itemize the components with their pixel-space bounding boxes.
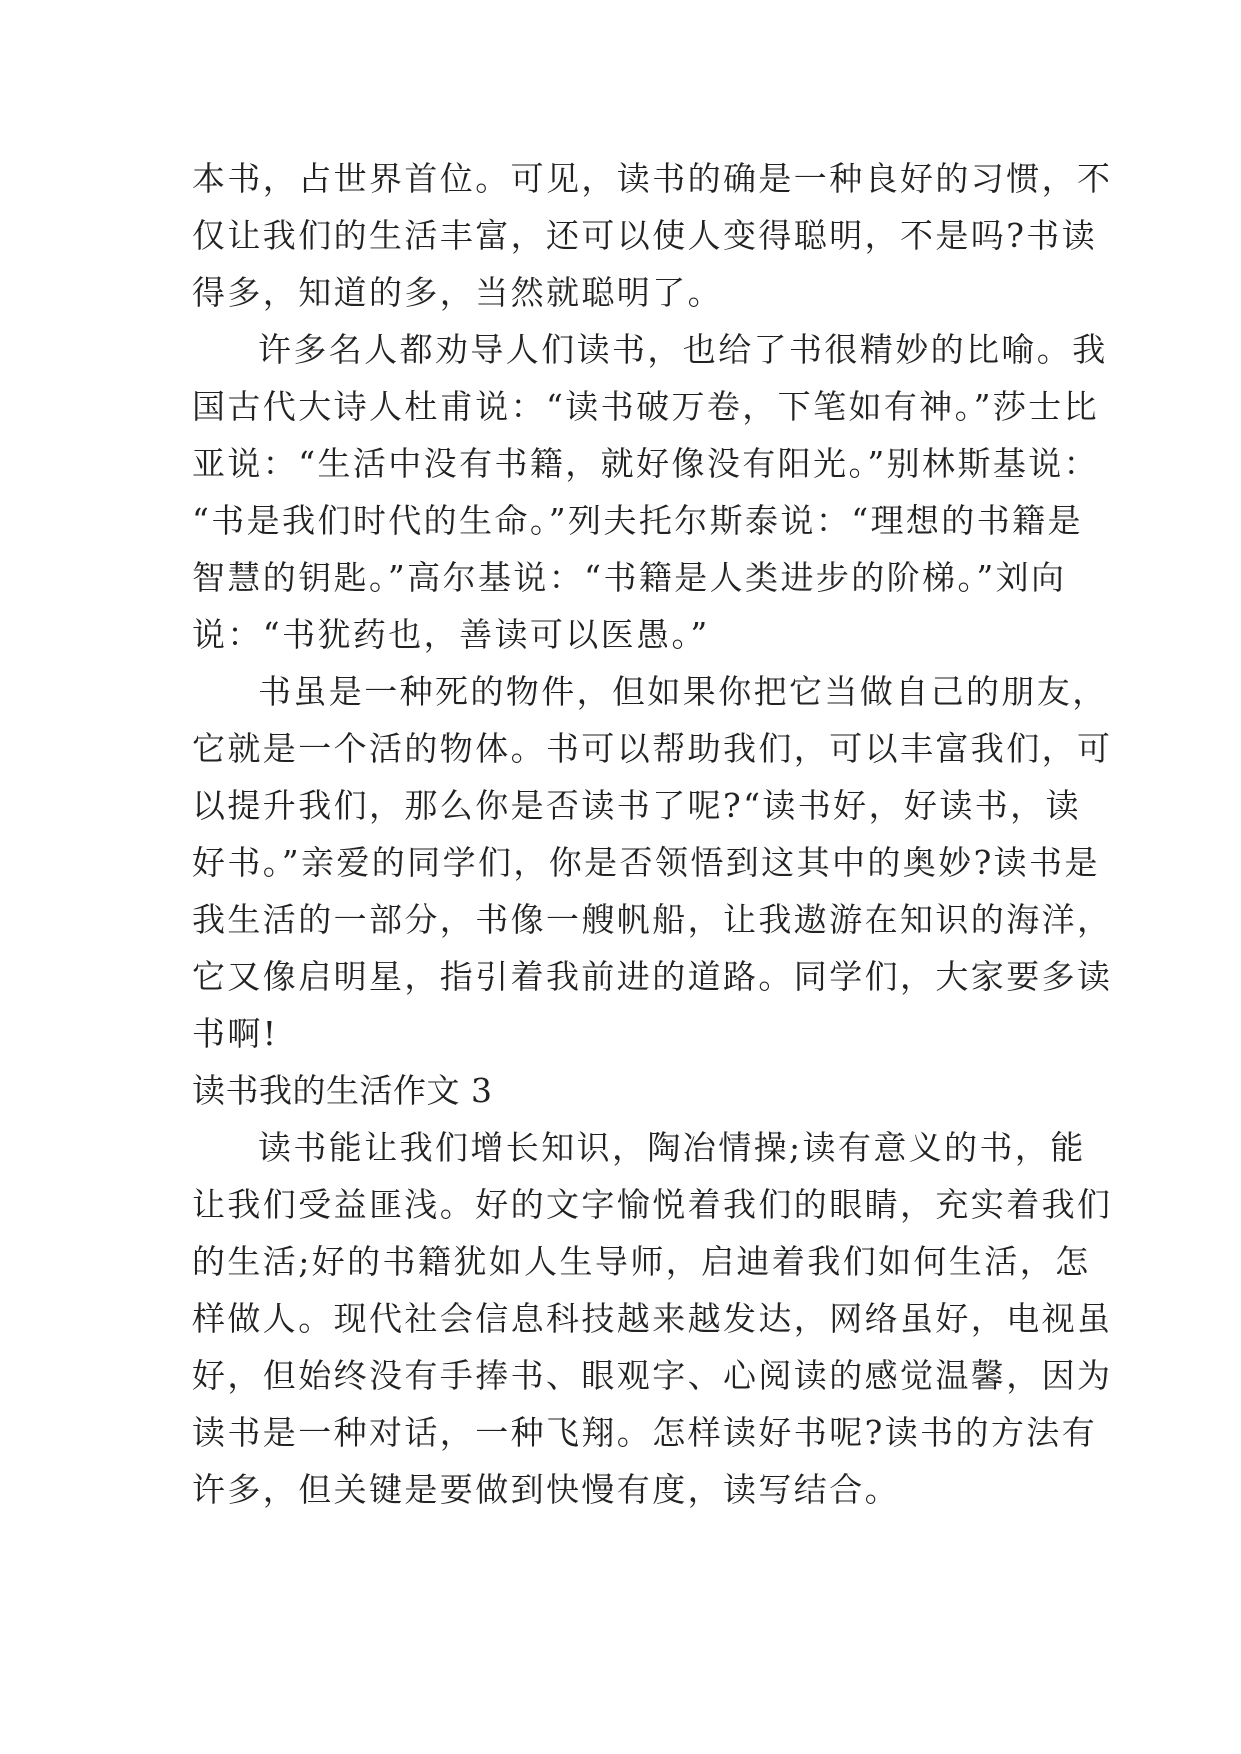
text-line: 的生活;好的书籍犹如人生导师，启迪着我们如何生活，怎 [192, 1242, 1091, 1281]
text-line: 读书能让我们增长知识，陶冶情操;读有意义的书，能 [258, 1128, 1086, 1167]
paragraph-4 [192, 1119, 1113, 1518]
text-line: 国古代大诗人杜甫说：“读书破万卷，下笔如有神。”莎士比 [192, 387, 1100, 426]
text-line: 好，但始终没有手捧书、眼观字、心阅读的感觉温馨，因为 [192, 1356, 1113, 1395]
text-line: 它就是一个活的物体。书可以帮助我们，可以丰富我们，可 [192, 729, 1113, 768]
paragraph-2 [192, 321, 1108, 663]
text-line: 说：“书犹药也，善读可以医愚。” [192, 615, 710, 654]
text-line: 本书，占世界首位。可见，读书的确是一种良好的习惯，不 [192, 159, 1113, 198]
text-line: 仅让我们的生活丰富，还可以使人变得聪明，不是吗?书读 [192, 216, 1098, 255]
text-line: 好书。”亲爱的同学们，你是否领悟到这其中的奥妙?读书是 [192, 843, 1100, 882]
text-line: 我生活的一部分，书像一艘帆船，让我遨游在知识的海洋， [192, 900, 1113, 939]
text-line: “书是我们时代的生命。”列夫托尔斯泰说：“理想的书籍是 [192, 501, 1083, 540]
text-line: 样做人。现代社会信息科技越来越发达，网络虽好，电视虽 [192, 1299, 1113, 1338]
paragraph-1 [192, 150, 1113, 321]
text-line: 以提升我们，那么你是否读书了呢?“读书好，好读书，读 [192, 786, 1081, 825]
text-line: 智慧的钥匙。”高尔基说：“书籍是人类进步的阶梯。”刘向 [192, 558, 1067, 597]
text-line: 得多，知道的多，当然就聪明了。 [192, 273, 723, 312]
text-line: 让我们受益匪浅。好的文字愉悦着我们的眼睛，充实着我们 [192, 1185, 1113, 1224]
document-page [192, 150, 1113, 1518]
text-line: 书啊! [192, 1014, 279, 1053]
section-heading: 读书我的生活作文 3 [192, 1071, 493, 1110]
paragraph-3 [192, 663, 1113, 1062]
text-line: 许多名人都劝导人们读书，也给了书很精妙的比喻。我 [258, 330, 1108, 369]
text-line: 读书是一种对话，一种飞翔。怎样读好书呢?读书的方法有 [192, 1413, 1098, 1452]
text-line: 书虽是一种死的物件，但如果你把它当做自己的朋友， [258, 672, 1108, 711]
text-line: 它又像启明星，指引着我前进的道路。同学们，大家要多读 [192, 957, 1113, 996]
text-line: 许多，但关键是要做到快慢有度，读写结合。 [192, 1470, 900, 1509]
text-line: 亚说：“生活中没有书籍，就好像没有阳光。”别林斯基说： [192, 444, 1100, 483]
